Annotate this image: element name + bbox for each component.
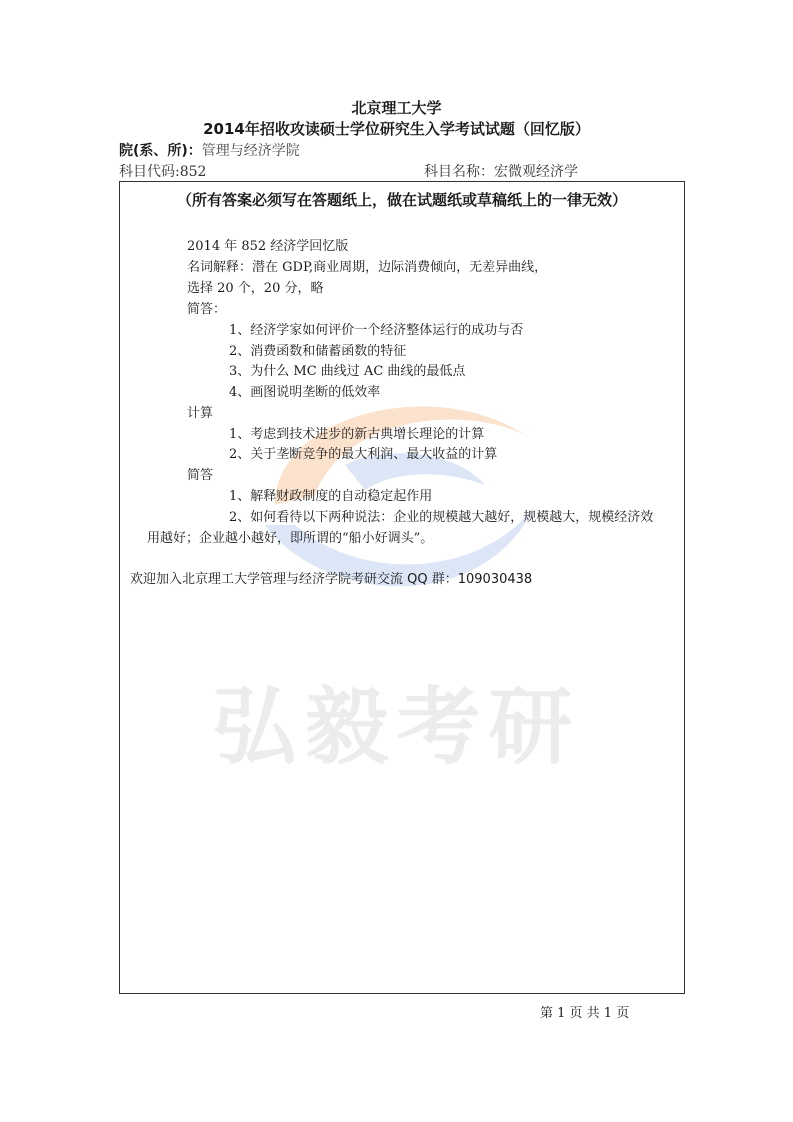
short-answer-item: 3、为什么 MC 曲线过 AC 曲线的最低点: [229, 364, 466, 379]
subject-name-row: [424, 161, 578, 181]
department-row: [119, 140, 300, 160]
short-answer-item: 4、画图说明垄断的低效率: [229, 385, 381, 400]
subject-code-row: [119, 161, 206, 181]
terms-line: 名词解释：潜在 GDP,商业周期，边际消费倾向，无差异曲线，: [187, 260, 548, 275]
page-number: 第 1 页 共 1 页: [540, 1006, 630, 1021]
short-answer-item: 2、消费函数和储蓄函数的特征: [229, 344, 407, 359]
calculation-heading: 计算: [187, 406, 214, 421]
subject-code-label: 科目代码:: [119, 164, 180, 180]
department-value: 管理与经济学院: [201, 143, 300, 159]
calculation-item: 1、考虑到技术进步的新古典增长理论的计算: [229, 427, 485, 442]
answer-notice: （所有答案必须写在答题纸上，做在试题纸或草稿纸上的一律无效）: [176, 191, 627, 209]
qq-group-line: 欢迎加入北京理工大学管理与经济学院考研交流 QQ 群：109030438: [130, 572, 533, 587]
recall-title: 2014 年 852 经济学回忆版: [187, 239, 349, 254]
school-name: 北京理工大学: [351, 99, 442, 117]
short-answer-item: 1、经济学家如何评价一个经济整体运行的成功与否: [229, 323, 524, 338]
watermark-text: 弘毅考研: [212, 678, 581, 776]
choice-line: 选择 20 个，20 分，略: [187, 281, 324, 296]
subject-name-value: 宏微观经济学: [494, 164, 578, 180]
subject-code-value: 852: [179, 164, 207, 180]
calculation-item: 2、关于垄断竞争的最大利润、最大收益的计算: [229, 447, 498, 462]
essay-item: 1、解释财政制度的自动稳定起作用: [229, 489, 433, 504]
essay-item-continuation: 用越好；企业越小越好，即所谓的“船小好调头”。: [147, 531, 434, 546]
subject-name-label: 科目名称：: [424, 164, 494, 180]
exam-title: 2014年招收攻读硕士学位研究生入学考试试题（回忆版）: [203, 120, 590, 138]
department-label: 院(系、所)：: [119, 143, 202, 159]
essay-item: 2、如何看待以下两种说法：企业的规模越大越好，规模越大，规模经济效: [229, 510, 654, 525]
short-answer-heading: 简答：: [187, 302, 227, 317]
essay-heading: 简答: [187, 468, 214, 483]
